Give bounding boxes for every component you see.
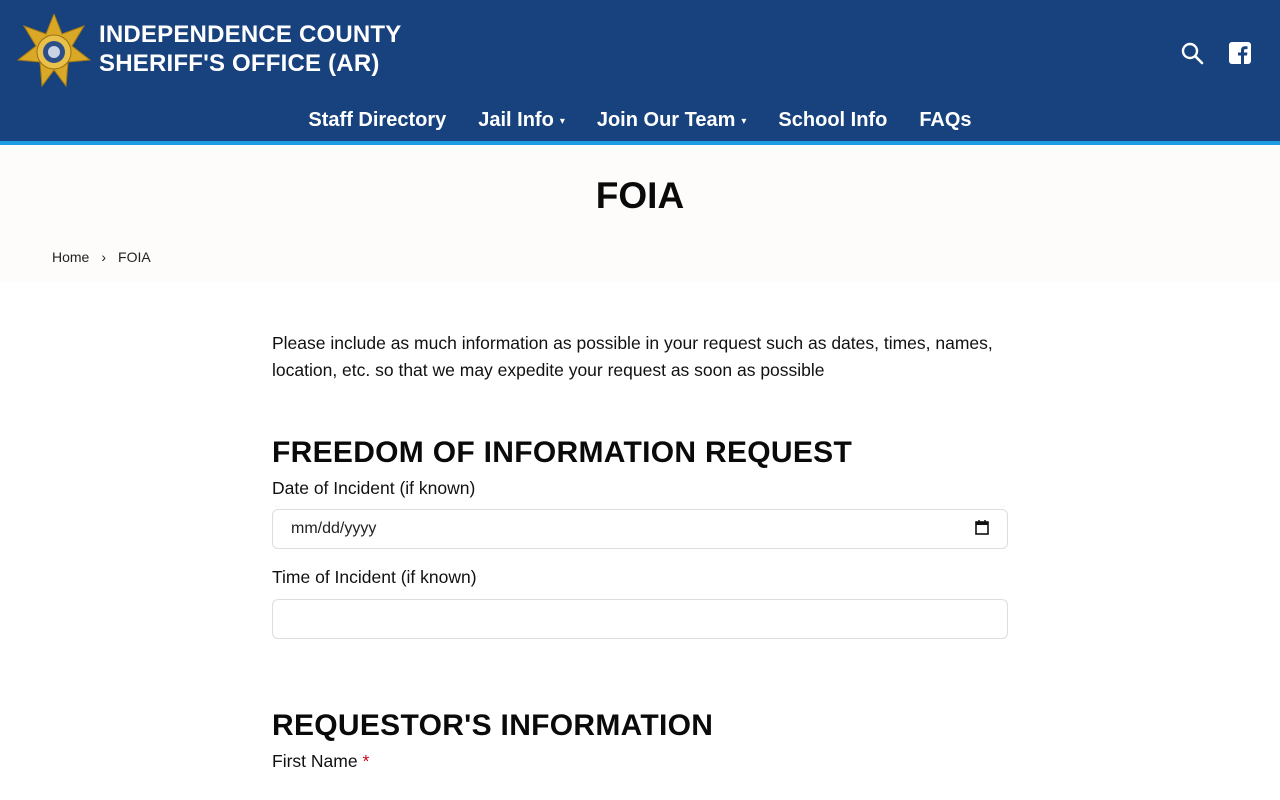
time-of-incident-label: Time of Incident (if known) (272, 567, 477, 587)
nav-label: FAQs (919, 108, 972, 131)
date-of-incident-label: Date of Incident (if known) (272, 478, 476, 498)
site-header (0, 0, 1280, 141)
nav-label: Jail Info (478, 108, 554, 131)
search-icon[interactable] (1179, 40, 1205, 66)
caret-down-icon: ▾ (559, 115, 565, 127)
nav-jail-info[interactable] (462, 104, 581, 136)
nav-label: Join Our Team (596, 108, 736, 131)
required-marker: * (362, 751, 370, 771)
nav-staff-directory[interactable] (292, 104, 462, 136)
section-title-requestor-info: REQUESTOR'S INFORMATION (272, 709, 714, 742)
date-placeholder: mm/dd/yyyy (291, 520, 377, 537)
section-title-foia-request: FREEDOM OF INFORMATION REQUEST (272, 436, 853, 469)
facebook-icon[interactable] (1227, 40, 1253, 66)
breadcrumb-home-link[interactable]: Home (52, 249, 90, 265)
nav-school-info[interactable] (762, 104, 903, 136)
date-of-incident-input[interactable] (272, 509, 1008, 549)
nav-faqs[interactable] (903, 104, 987, 136)
sheriff-badge-logo[interactable] (16, 14, 92, 88)
breadcrumb-current: FOIA (118, 249, 151, 265)
caret-down-icon: ▾ (741, 115, 747, 127)
nav-label: Staff Directory (308, 108, 447, 131)
time-of-incident-input[interactable] (272, 599, 1008, 639)
nav-join-our-team[interactable] (581, 104, 763, 136)
site-title-line1: INDEPENDENCE COUNTY (99, 21, 402, 48)
foia-form (272, 330, 1008, 772)
site-title-line2: SHERIFF'S OFFICE (AR) (99, 50, 380, 77)
site-title[interactable] (99, 20, 402, 78)
nav-label: School Info (778, 108, 888, 131)
calendar-icon[interactable] (975, 519, 989, 540)
breadcrumb-separator-icon: › (101, 249, 107, 265)
first-name-label (272, 751, 1008, 772)
page-title: FOIA (595, 175, 685, 216)
intro-text: Please include as much information as possible in your request such as dates, times, names, location, etc. so that we may expedite your request as soon as possible (272, 333, 993, 380)
first-name-label-text: First Name (272, 751, 358, 771)
main-nav (0, 104, 1280, 136)
breadcrumb (52, 249, 151, 265)
